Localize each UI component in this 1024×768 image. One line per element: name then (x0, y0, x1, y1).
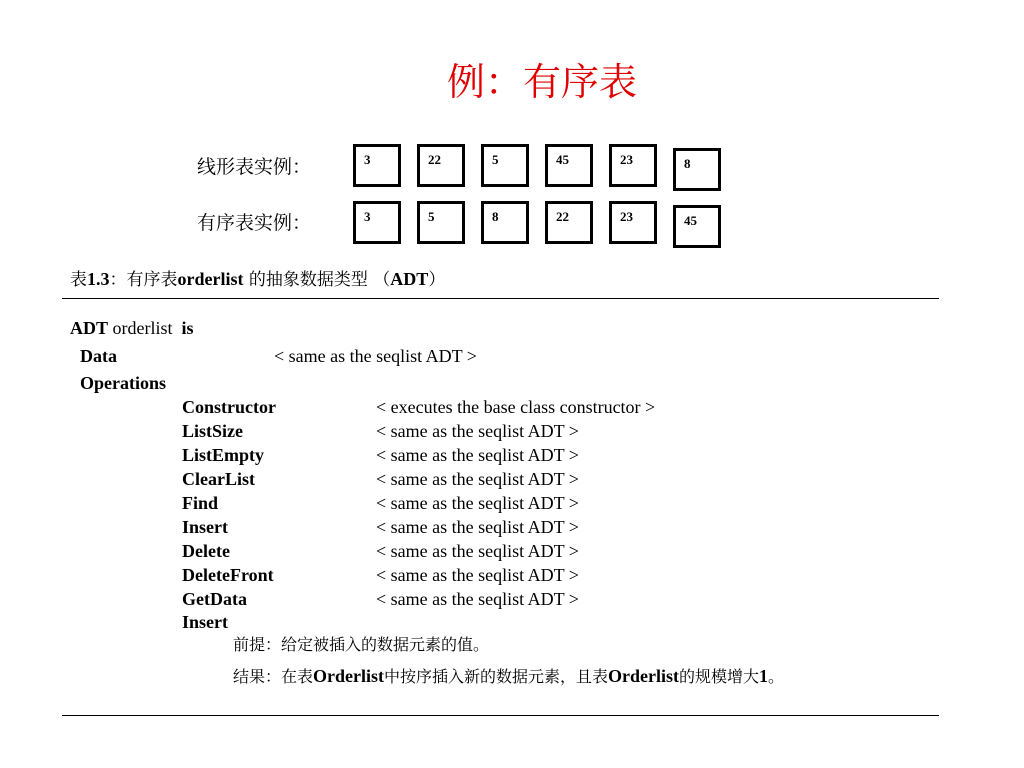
operation-description: < same as the seqlist ADT > (376, 517, 579, 537)
linear-list-label: 线形表实例： (197, 156, 312, 178)
adt-header: ADT orderlist is (70, 318, 194, 338)
operation-name: Constructor (182, 397, 276, 417)
operation-name: DeleteFront (182, 565, 274, 585)
ordered-cell: 23 (609, 201, 657, 244)
linear-cell: 22 (417, 144, 465, 187)
operation-description: < same as the seqlist ADT > (376, 469, 579, 489)
insert-operation-name: Insert (182, 612, 228, 632)
operation-description: < same as the seqlist ADT > (376, 565, 579, 585)
linear-cell: 45 (545, 144, 593, 187)
ordered-cell: 3 (353, 201, 401, 244)
linear-cell: 8 (673, 148, 721, 191)
linear-cell: 3 (353, 144, 401, 187)
bottom-divider (62, 715, 939, 716)
ordered-cell: 45 (673, 205, 721, 248)
ordered-cell: 8 (481, 201, 529, 244)
linear-cell: 23 (609, 144, 657, 187)
operation-description: < same as the seqlist ADT > (376, 445, 579, 465)
data-description: < same as the seqlist ADT > (274, 346, 477, 366)
linear-cell: 5 (481, 144, 529, 187)
operation-description: < executes the base class constructor > (376, 397, 656, 417)
insert-precondition: 前提：给定被插入的数据元素的值。 (233, 635, 490, 654)
operation-name: ListSize (182, 421, 243, 441)
operation-description: < same as the seqlist ADT > (376, 493, 579, 513)
operation-description: < same as the seqlist ADT > (376, 589, 579, 609)
page-title: 例：有序表 (446, 60, 637, 104)
operation-name: GetData (182, 589, 247, 609)
operation-name: Delete (182, 541, 230, 561)
operation-name: ClearList (182, 469, 255, 489)
operations-label: Operations (80, 373, 167, 393)
operation-name: ListEmpty (182, 445, 265, 465)
table-caption: 表1.3：有序表orderlist 的抽象数据类型 （ADT） (70, 269, 446, 290)
ordered-cell: 5 (417, 201, 465, 244)
operation-name: Insert (182, 517, 228, 537)
operation-name: Find (182, 493, 219, 513)
data-label: Data (80, 346, 117, 366)
ordered-list-label: 有序表实例： (197, 212, 312, 234)
insert-result: 结果：在表Orderlist中按序插入新的数据元素，且表Orderlist的规模增大1。 (233, 666, 785, 686)
top-divider (62, 298, 939, 299)
ordered-cell: 22 (545, 201, 593, 244)
operation-description: < same as the seqlist ADT > (376, 541, 579, 561)
operation-description: < same as the seqlist ADT > (376, 421, 579, 441)
